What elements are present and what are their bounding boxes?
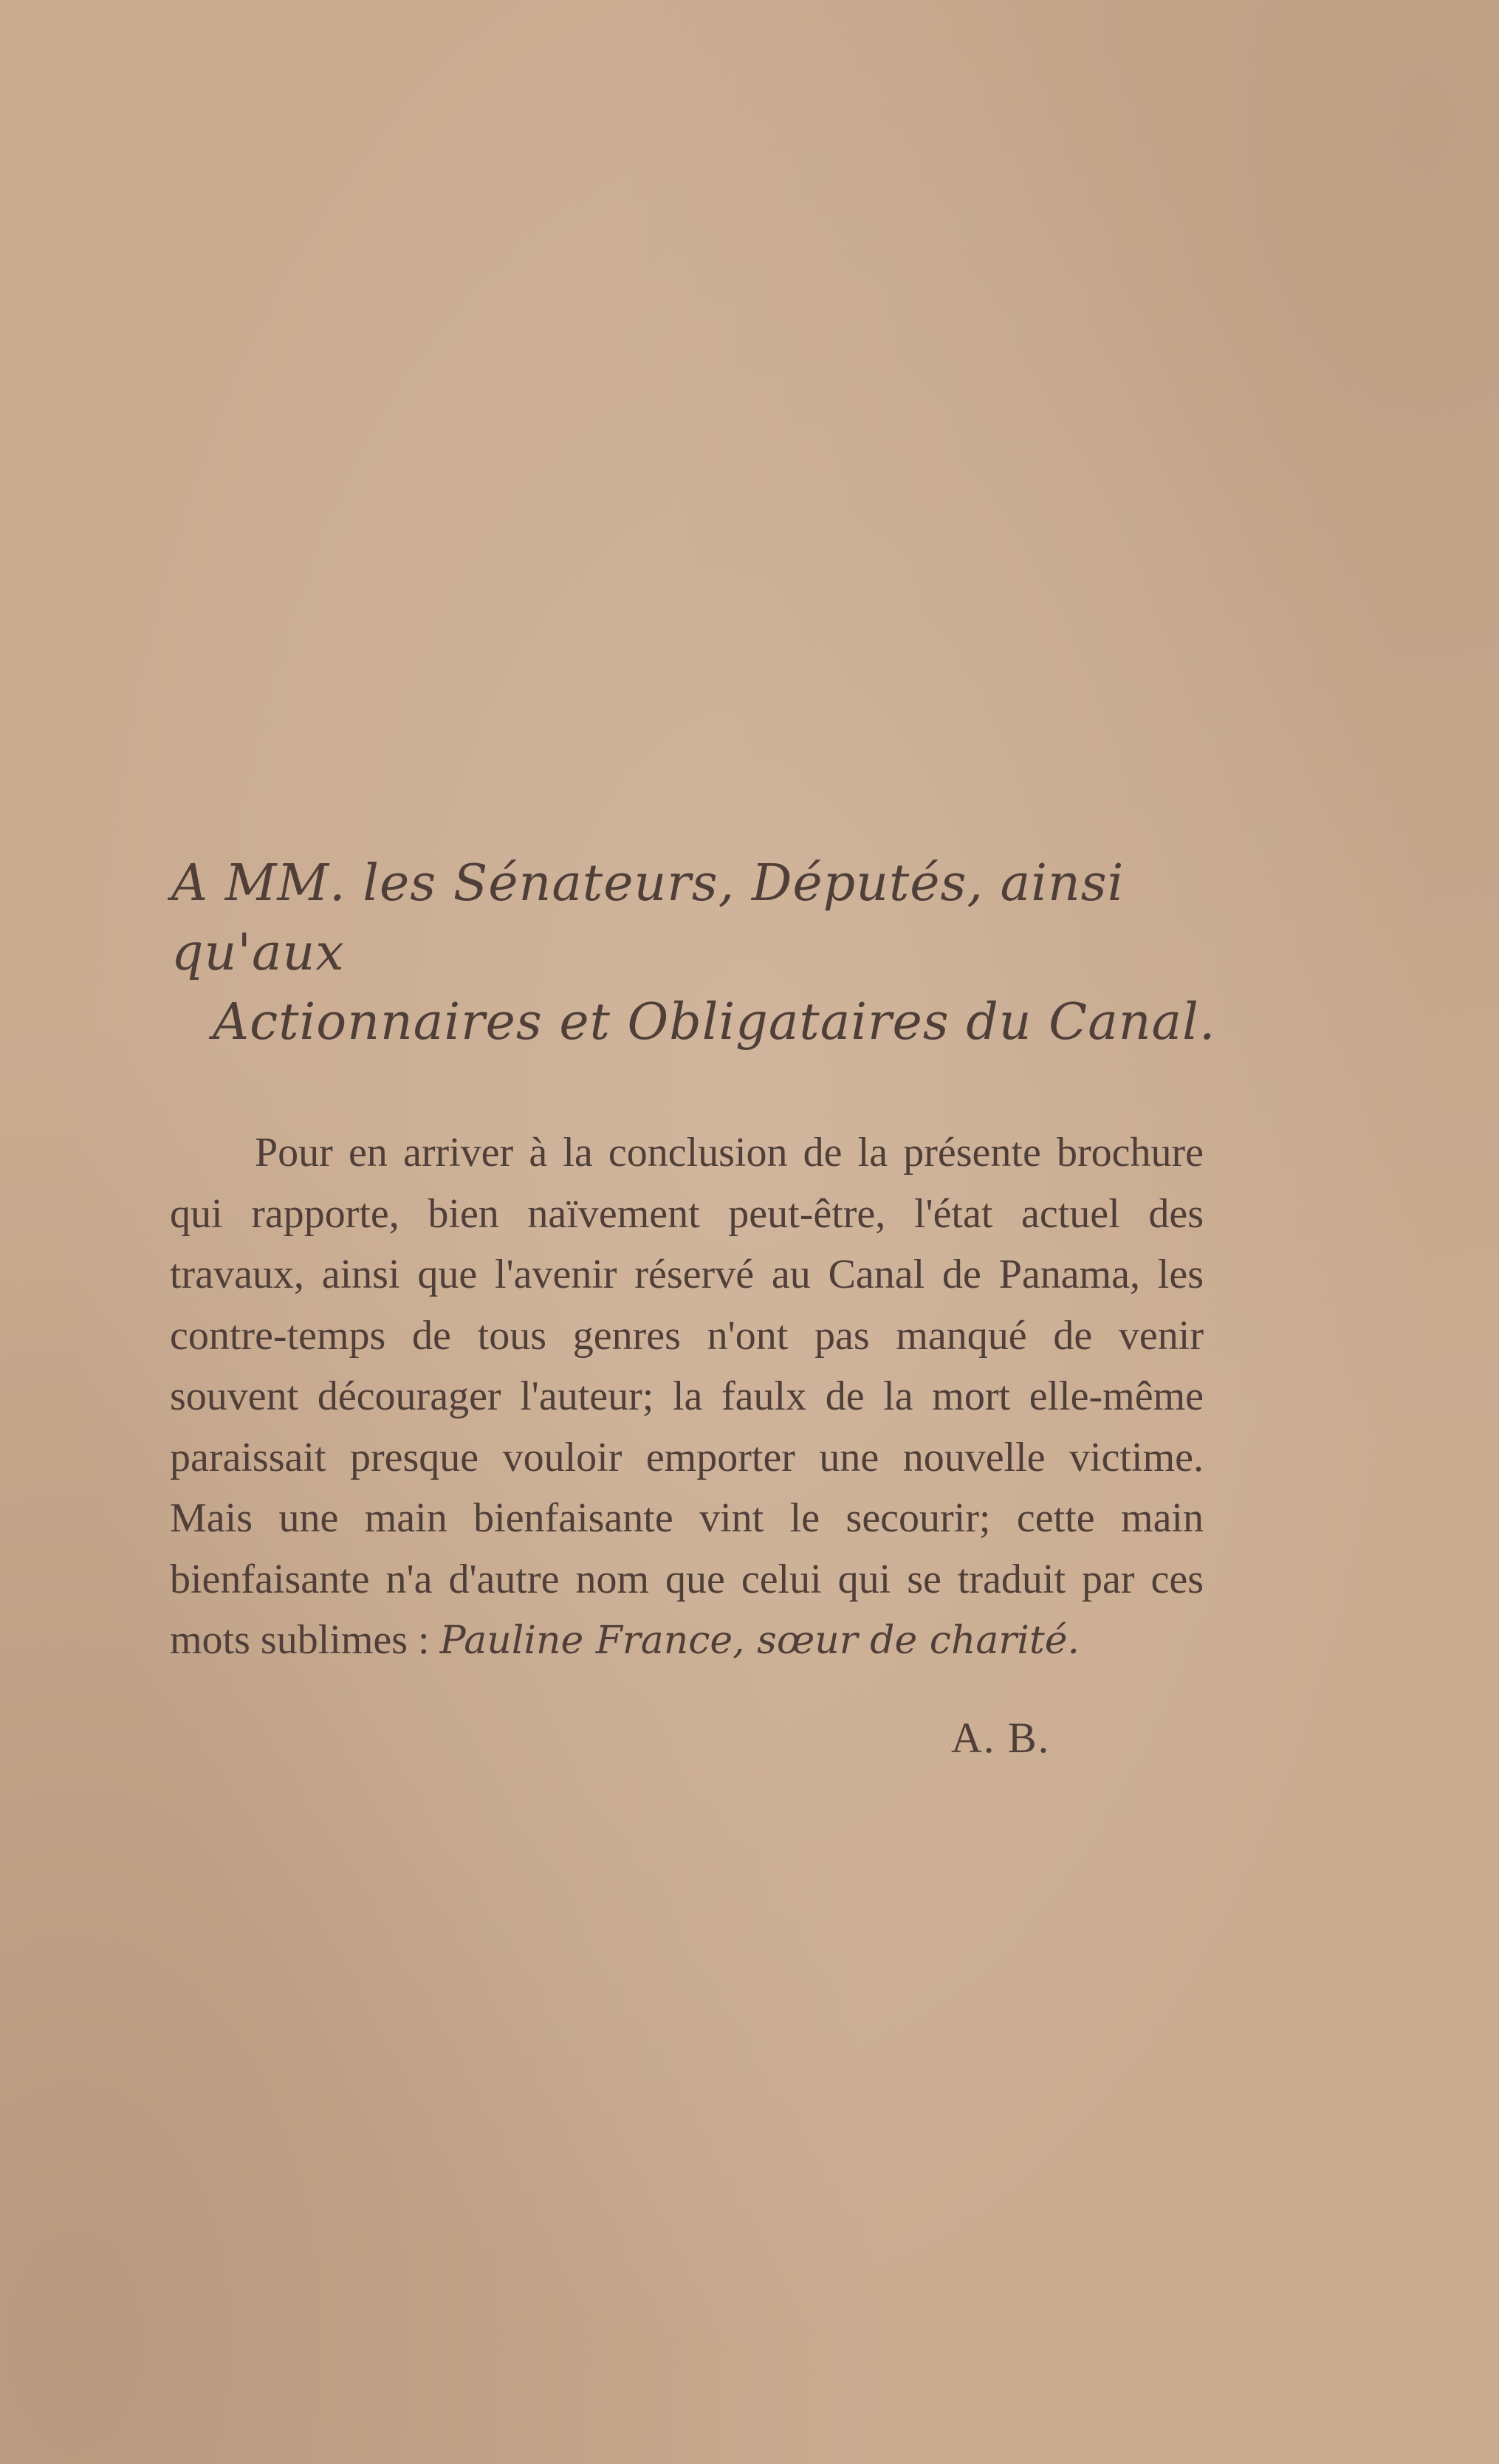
dedication-line-1: A MM. les Sénateurs, Députés, ainsi qu'aux xyxy=(171,854,1125,982)
body-line: travaux, ainsi que l'avenir réservé au Canal de Panama, les xyxy=(170,1252,1204,1297)
body-line: bienfaisante n'a d'autre nom que celui qui se traduit par ces xyxy=(170,1556,1204,1602)
body-last-line-prefix: mots sublimes : xyxy=(170,1617,440,1663)
dedicatee-name: Pauline France, sœur de charité. xyxy=(439,1619,1080,1663)
body-paragraph xyxy=(170,1122,1204,1672)
body-line: contre-temps de tous genres n'ont pas manqué de venir xyxy=(170,1312,1204,1359)
body-line-last xyxy=(170,1610,1204,1672)
dedication xyxy=(171,849,1279,1057)
author-initials: A. B. xyxy=(951,1714,1051,1762)
body-line: qui rapporte, bien naïvement peut-être, l'état actuel des xyxy=(170,1190,1204,1237)
body-line: Mais une main bienfaisante vint le secourir; cette main xyxy=(170,1495,1204,1541)
body-line: souvent décourager l'auteur; la faulx de la mort elle-même xyxy=(170,1373,1204,1419)
body-line: paraissait presque vouloir emporter une nouvelle victime. xyxy=(170,1434,1204,1480)
dedication-line-2: Actionnaires et Obligataires du Canal. xyxy=(213,993,1216,1051)
body-line: Pour en arriver à la conclusion de la présente brochure xyxy=(255,1130,1204,1176)
